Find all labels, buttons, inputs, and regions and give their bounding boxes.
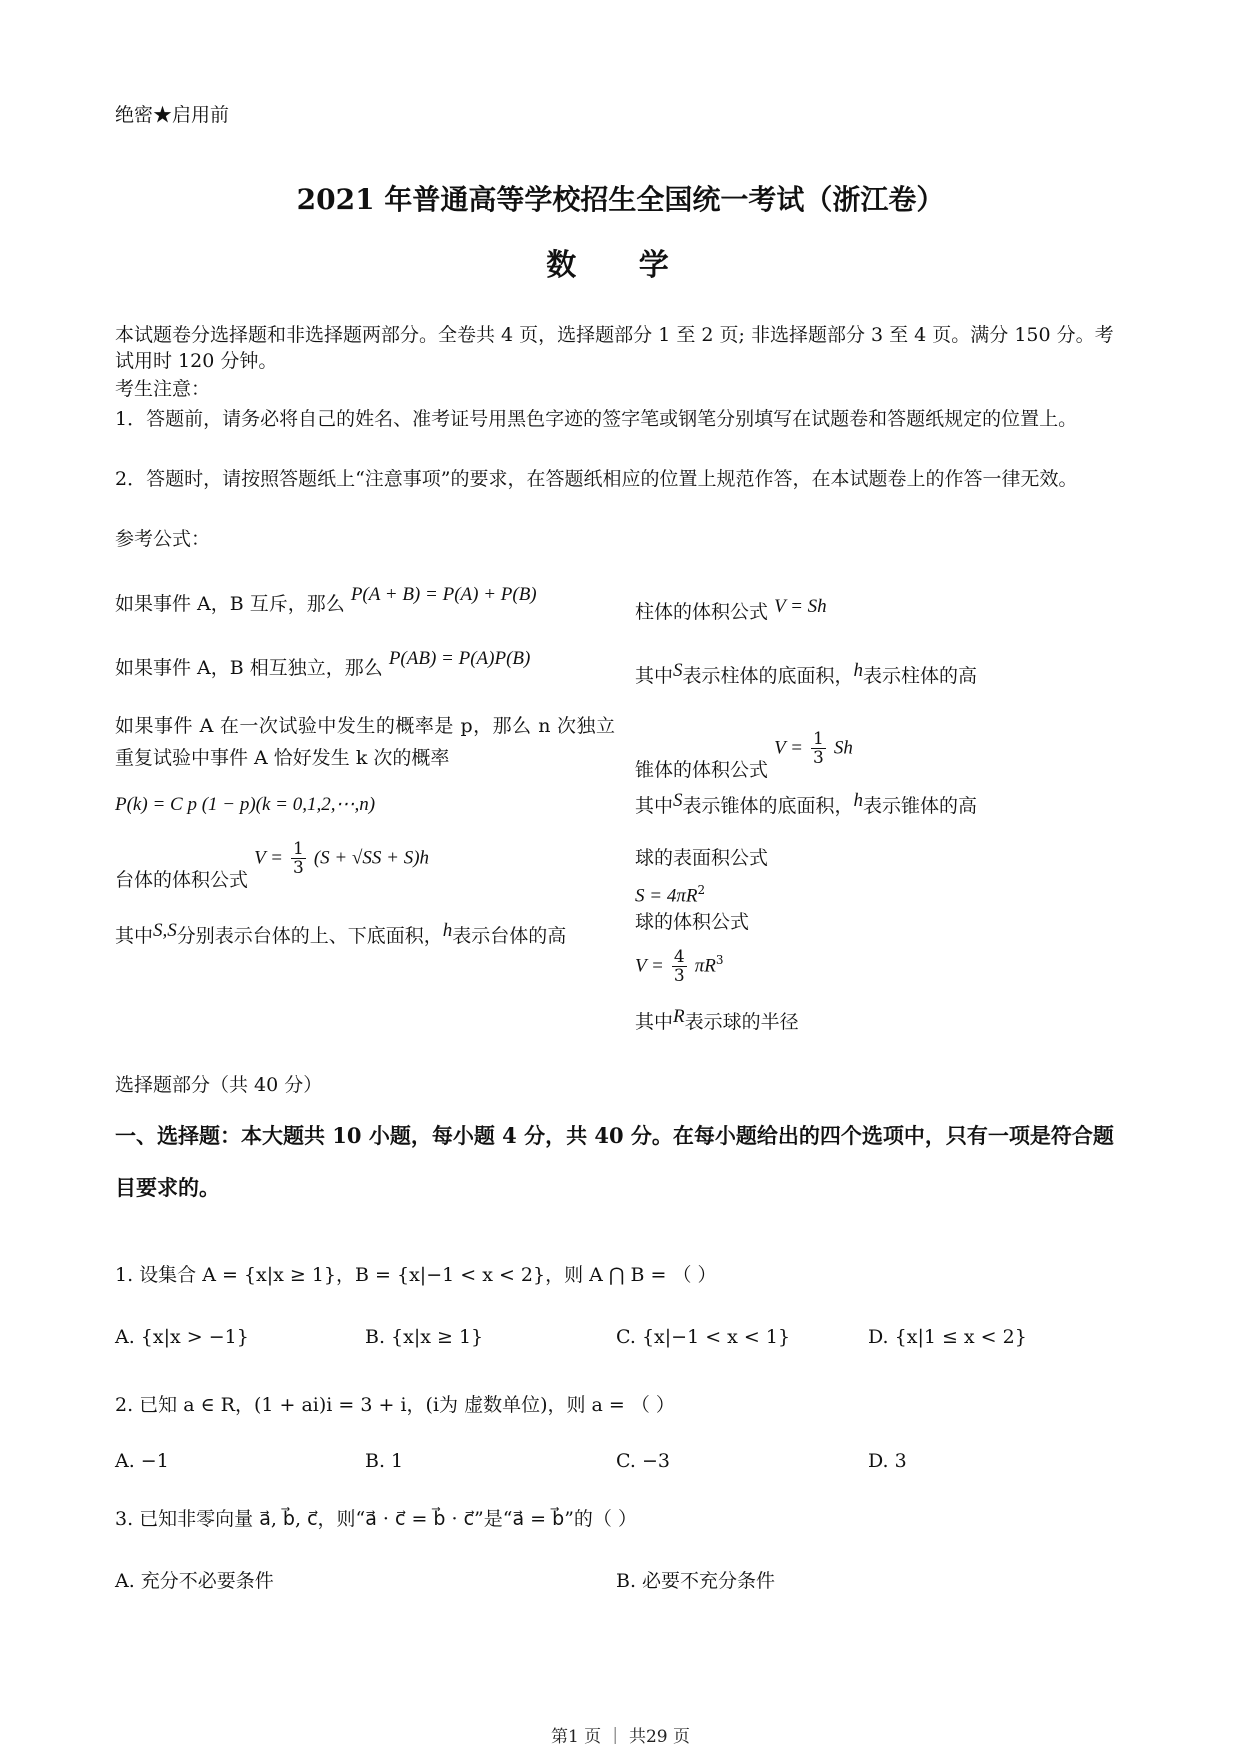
formula-text: 如果事件 A，B 相互独立，那么 xyxy=(115,657,383,679)
fraction-denominator: 3 xyxy=(812,748,824,768)
formula-math: h xyxy=(853,790,864,811)
question-3-stem: 3. 已知非零向量 a⃗, b⃗, c⃗，则“a⃗ · c⃗ = b⃗ · c⃗”是“a⃗ = b⃗”的（ ） xyxy=(115,1508,637,1530)
exam-title: 2021 年普通高等学校招生全国统一考试（浙江卷） xyxy=(296,183,945,216)
formula-math: h xyxy=(442,920,453,941)
formula-binomial-text: 如果事件 A 在一次试验中发生的概率是 p，那么 n 次独立重复试验中事件 A 恰好发生 k 次的概率 xyxy=(115,715,615,769)
formula-binomial-math xyxy=(115,788,615,821)
section-heading: 一、选择题：本大题共 10 小题，每小题 4 分，共 40 分。在每小题给出的四个选项中，只有一项是符合题目要求的。 xyxy=(115,1123,1114,1200)
formula-sphere-volume-math: V = $\frac{4}{3}$ $\pi R^3$ xyxy=(635,946,724,986)
formula-pyramid-note xyxy=(635,790,1135,823)
fraction-denominator: 3 xyxy=(292,858,304,878)
formula-text: 其中 xyxy=(115,925,154,947)
formula-text: 其中 xyxy=(635,795,674,817)
formula-text: 柱体的体积公式 xyxy=(635,601,769,623)
formula-math: Sh xyxy=(833,737,853,759)
formula-pyramid xyxy=(635,729,1135,781)
question-2-option-a: A. −1 xyxy=(115,1450,169,1472)
fraction-numerator: 1 xyxy=(292,839,304,859)
formula-text: 表示柱体的高 xyxy=(863,665,978,687)
formula-frustum xyxy=(115,839,615,891)
page-footer: 第1 页 ｜ 共29 页 xyxy=(550,1727,691,1747)
fraction xyxy=(672,948,687,985)
fraction-numerator: 1 xyxy=(812,729,824,749)
question-2-option-c: C. −3 xyxy=(616,1450,670,1472)
notice-item-2: 2．答题时，请按照答题纸上“注意事项”的要求，在答题纸相应的位置上规范作答，在本试题卷上的作答一律无效。 xyxy=(115,468,1078,490)
formula-text: 表示锥体的高 xyxy=(863,795,978,817)
notice-item-1: 1．答题前，请务必将自己的姓名、准考证号用黑色字迹的签字笔或钢笔分别填写在试题卷和答题纸规定的位置上。 xyxy=(115,408,1078,430)
formula-label: 参考公式： xyxy=(115,528,211,550)
formula-math: V = Sh xyxy=(774,596,827,617)
formula-text: 表示球的半径 xyxy=(684,1011,799,1033)
formula-math: S = 4πR xyxy=(635,885,698,907)
formula-math: V = xyxy=(635,955,664,977)
formula-math: P(k) = C p (1 − p)(k = 0,1,2,⋯,n) xyxy=(115,794,376,815)
question-2-option-d: D. 3 xyxy=(868,1450,907,1472)
formula-math: P(A + B) = P(A) + P(B) xyxy=(350,584,537,605)
formula-prism-note xyxy=(635,660,1135,693)
fraction xyxy=(291,840,306,877)
question-1-option-b: B. {x|x ≥ 1} xyxy=(365,1326,484,1348)
formula-frustum-note xyxy=(115,920,615,953)
intro-paragraph: 本试题卷分选择题和非选择题两部分。全卷共 4 页，选择题部分 1 至 2 页; 非选择题部分 3 至 4 页。满分 150 分。考试用时 120 分钟。 xyxy=(115,324,1114,372)
formula-math: S xyxy=(673,660,683,681)
formula-math: V = xyxy=(254,847,283,869)
formula-math: πR xyxy=(694,955,716,977)
fraction xyxy=(811,730,826,767)
question-2-option-b: B. 1 xyxy=(365,1450,404,1472)
formula-text: 表示锥体的底面积， xyxy=(682,795,854,817)
formula-math: V = xyxy=(774,737,803,759)
formula-sphere-area-math: $S = 4\pi R^2$ xyxy=(635,883,706,907)
notice-label: 考生注意： xyxy=(115,378,211,400)
formula-math: P(AB) = P(A)P(B) xyxy=(388,648,531,669)
formula-sphere-note xyxy=(635,1006,1135,1039)
formula-text: 表示台体的高 xyxy=(452,925,567,947)
fraction-denominator: 3 xyxy=(673,965,685,986)
fraction-numerator: 4 xyxy=(673,946,685,967)
question-1-stem: 1. 设集合 A = {x|x ≥ 1}，B = {x|−1 < x < 2}，则 A ⋂ B = （ ） xyxy=(115,1264,717,1286)
formula-independent xyxy=(115,648,615,685)
question-1-option-d: D. {x|1 ≤ x < 2} xyxy=(868,1326,1027,1348)
formula-math: h xyxy=(853,660,864,681)
subject-title: 数 学 xyxy=(546,248,695,283)
formula-sphere-area-label: 球的表面积公式 xyxy=(635,847,769,869)
question-2-stem: 2. 已知 a ∈ R，(1 + ai)i = 3 + i，(i为 虚数单位)，则 a = （ ） xyxy=(115,1394,675,1416)
confidential-mark: 绝密★启用前 xyxy=(115,104,230,126)
formula-text: 台体的体积公式 xyxy=(115,868,249,891)
formula-sphere-volume-label: 球的体积公式 xyxy=(635,911,750,933)
formula-math: S xyxy=(673,790,683,811)
formula-math: (S + √SS + S)h xyxy=(313,847,430,869)
formula-text: 分别表示台体的上、下底面积， xyxy=(176,925,443,947)
formula-math: R xyxy=(673,1006,685,1027)
formula-math: S,S xyxy=(153,920,177,941)
formula-text: 锥体的体积公式 xyxy=(635,758,769,781)
formula-text: 表示柱体的底面积， xyxy=(682,665,854,687)
question-1-option-a: A. {x|x > −1} xyxy=(115,1326,249,1348)
section-part-label: 选择题部分（共 40 分） xyxy=(115,1074,323,1096)
question-3-option-b: B. 必要不充分条件 xyxy=(616,1570,776,1592)
formula-mutually-exclusive xyxy=(115,584,615,621)
question-1-option-c: C. {x|−1 < x < 1} xyxy=(616,1326,791,1348)
formula-text: 其中 xyxy=(635,1011,674,1033)
formula-prism xyxy=(635,596,1135,629)
formula-text: 如果事件 A，B 互斥，那么 xyxy=(115,593,345,615)
question-3-option-a: A. 充分不必要条件 xyxy=(115,1570,274,1592)
formula-text: 其中 xyxy=(635,665,674,687)
